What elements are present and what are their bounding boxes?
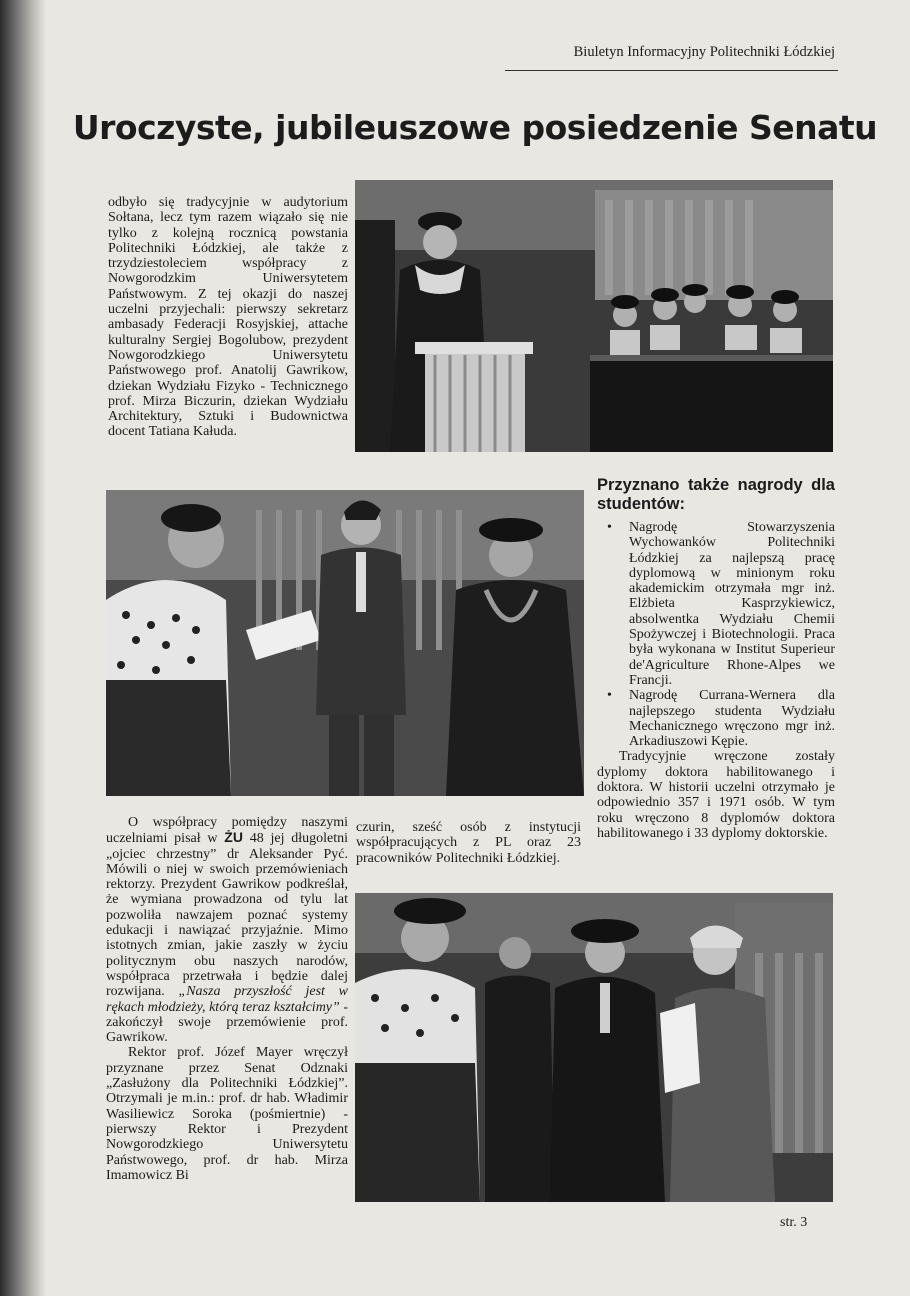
rector-paragraph: Rektor prof. Józef Mayer wręczył przyznane przez Senat Odznaki „Zasłużony dla Politechniki Łódzkiej”. Otrzymali je m.in.: prof. dr hab. Władimir Wasiliewicz Soroka (pośmiertnie) - pierwszy Rektor i Prezydent Nowgorodzkiego Uniwersytetu Państwowego, prof. dr hab. Mirza Imamowicz Bi (106, 1045, 348, 1183)
continuation-column (356, 820, 581, 866)
intro-paragraph: odbyło się tradycyjnie w audytorium Sołtana, lecz tym razem wiązało się nie tylko z kolejną rocznicą powstania Politechniki Łódzkiej, ale także z trzydziestoleciem współpracy z Nowgorodzkim Uniwersytetem Państwowym. Z tej okazji do naszej uczelni przyjechali: pierwszy sekretarz ambasady Federacji Rosyjskiej, attache kulturalny Sergiej Bogolubow, prezydent Nowgorodzkiego Uniwersytetu Państwowego prof. Anatolij Gawrikow, dziekan Wydziału Fizyko - Technicznego prof. Mirza Biczurin, dziekan Wydziału Architektury, Sztuki i Budownictwa docent Tatiana Kałuda. (108, 195, 348, 440)
intro-column (108, 195, 348, 440)
bullet-icon: • (607, 520, 612, 535)
cooperation-text-start: O współpracy pomiędzy naszymi uczelniami pisał w (106, 815, 348, 847)
publication-header: Biuletyn Informacyjny Politechniki Łódzkiej (573, 44, 835, 60)
award-item (597, 688, 835, 749)
cooperation-text-main: 48 jej długoletni „ojciec chrzestny” dr Aleksander Pyć. Mówili o niej w swoich przemówieniach rektorzy. Prezydent Gawrikow podkreślał, że wymiana prowadzona od tylu lat pozwoliła nawzajem poznać systemy edukacji i nawiązać przyjaźnie. Mimo istotnych zmian, jakie zaszły w życiu politycznym obu naszych narodów, współpraca przetrwała i będzie dalej rozwijana. (106, 831, 348, 1000)
photo-diploma-ceremony (355, 893, 833, 1202)
awards-list (597, 520, 835, 749)
continuation-paragraph (356, 820, 581, 866)
gawrikow-quote: „Nasza przyszłość jest w rękach młodzieży, którą teraz kształcimy” (106, 984, 348, 1015)
cooperation-paragraph (106, 815, 348, 1045)
award-text: Nagrodę Stowarzyszenia Wychowanków Politechniki Łódzkiej za najlepszą pracę dyplomową w minionym roku akademickim otrzymała mgr inż. Elżbieta Kasprzykiewicz, absolwentka Wydziału Chemii Spożywczej i Biotechnologii. Praca była wykonana w Institut Superieur de'Agriculture Rhone-Alpes we Francji. (629, 520, 835, 688)
cooperation-column (106, 815, 348, 1183)
photo-award-handover (106, 490, 584, 796)
bullet-icon: • (607, 688, 612, 704)
continuation-text: czurin, sześć osób z instytucji współpracujących z PL oraz 23 pracowników Politechniki Łódzkiej. (356, 820, 581, 866)
diplomas-paragraph: Tradycyjnie wręczone zostały dyplomy doktora habilitowanego i doktora. W historii uczelni otrzymało je odpowiednio 357 i 1971 osób. W tym roku wręczono 8 dyplomów doktora habilitowanego i 33 dyplomy doktorskie. (597, 749, 835, 841)
photo-senate-session (355, 180, 833, 452)
award-text: Nagrodę Currana-Wernera dla najlepszego studenta Wydziału Mechanicznego wręczono mgr inż. Arkadiuszowi Kępie. (629, 688, 835, 750)
awards-column (597, 476, 835, 841)
awards-heading: Przyznano także nagrody dla studentów: (597, 476, 835, 513)
cooperation-text-end: - zakończył swoje przemówienie prof. Gawrikow. (106, 999, 349, 1046)
award-item (597, 520, 835, 688)
header-rule (505, 70, 838, 71)
page-number: str. 3 (780, 1215, 808, 1230)
article-title: Uroczyste, jubileuszowe posiedzenie Senatu (72, 108, 878, 147)
zu-logo: ŻU (224, 829, 243, 846)
page-binding-shadow (0, 0, 46, 1296)
